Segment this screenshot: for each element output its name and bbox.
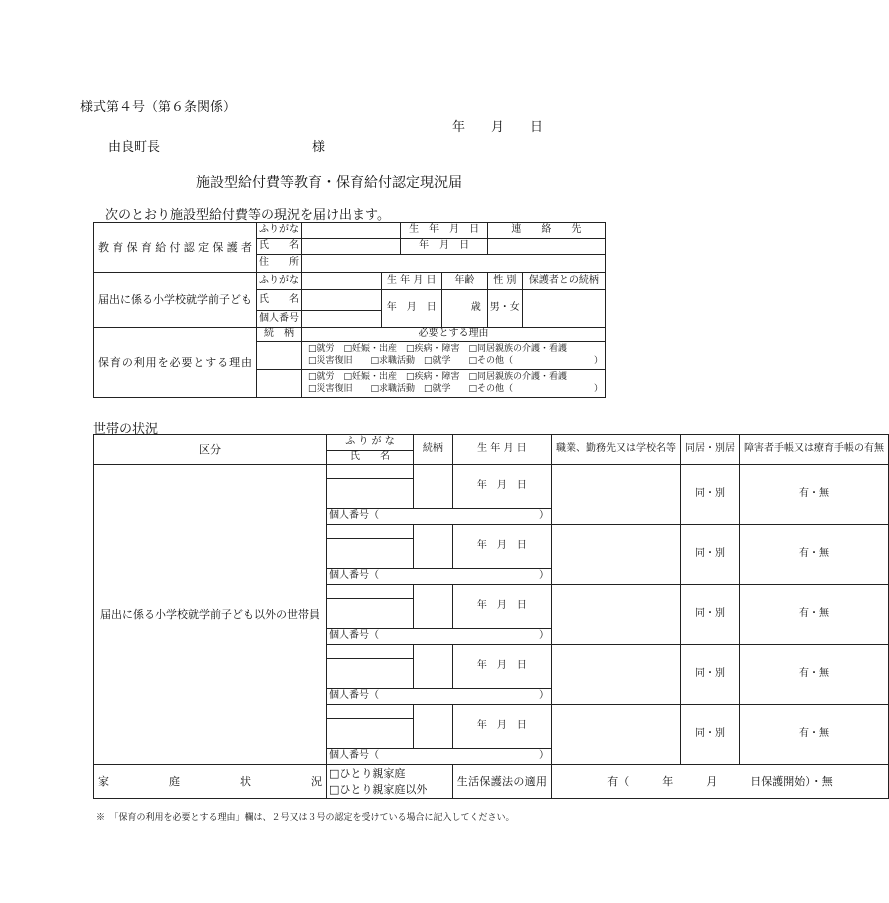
welfare-value[interactable]: 有（ 年 月 日保護開始）・無: [552, 765, 889, 799]
member-2-furigana[interactable]: [327, 525, 414, 539]
guardian-dob-value[interactable]: 年 月 日: [401, 239, 487, 255]
child-age-value[interactable]: 歳: [442, 290, 488, 328]
member-4-mynumber[interactable]: 個人番号（ ）: [327, 689, 552, 705]
member-3-furigana[interactable]: [327, 585, 414, 599]
member-4-relation[interactable]: [413, 645, 452, 689]
member-4-furigana[interactable]: [327, 645, 414, 659]
child-mynumber-input[interactable]: [302, 311, 382, 328]
child-name-input[interactable]: [302, 290, 382, 311]
addressee: 由良町長: [108, 140, 161, 155]
reason-header: 必要とする理由: [302, 328, 606, 342]
guardian-furigana-label: ふりがな: [257, 223, 302, 239]
member-5-mynumber[interactable]: 個人番号（ ）: [327, 749, 552, 765]
member-4-cohabit[interactable]: 同・別: [681, 645, 740, 705]
member-5-occupation[interactable]: [552, 705, 681, 765]
member-4-dob[interactable]: 年 月 日: [452, 645, 551, 689]
child-furigana-input[interactable]: [302, 273, 382, 290]
member-1-furigana[interactable]: [327, 465, 414, 479]
child-sex-label: 性 別: [487, 273, 522, 290]
col-furigana: ふ り が な: [327, 435, 414, 451]
member-3-cohabit[interactable]: 同・別: [681, 585, 740, 645]
household-heading: 世帯の状況: [93, 422, 159, 437]
member-5-relation[interactable]: [413, 705, 452, 749]
welfare-label: 生活保護法の適用: [452, 765, 551, 799]
household-table: [93, 434, 889, 799]
member-2-relation[interactable]: [413, 525, 452, 569]
member-2-dob[interactable]: 年 月 日: [452, 525, 551, 569]
reason-options-1[interactable]: □就労 □妊娠・出産 □疾病・障害 □同居親族の介護・看護 □災害復旧 □求職活動 □就学 □その他（ ）: [302, 342, 606, 370]
member-3-handbook[interactable]: 有・無: [740, 585, 889, 645]
member-5-handbook[interactable]: 有・無: [740, 705, 889, 765]
form-number: 様式第４号（第６条関係）: [80, 100, 237, 115]
footnote: ※ 「保育の利用を必要とする理由」欄は、２号又は３号の認定を受けている場合に記入してください。: [96, 813, 515, 823]
member-2-cohabit[interactable]: 同・別: [681, 525, 740, 585]
applicant-table: [93, 222, 606, 398]
member-3-relation[interactable]: [413, 585, 452, 629]
col-relation: 続柄: [413, 435, 452, 465]
member-5-name[interactable]: [327, 719, 414, 749]
member-2-mynumber[interactable]: 個人番号（ ）: [327, 569, 552, 585]
member-5-dob[interactable]: 年 月 日: [452, 705, 551, 749]
col-dob: 生 年 月 日: [452, 435, 551, 465]
child-sex-value[interactable]: 男・女: [487, 290, 522, 328]
guardian-contact-label: 連 絡 先: [487, 223, 605, 239]
member-1-mynumber[interactable]: 個人番号（ ）: [327, 509, 552, 525]
guardian-name-label: 氏 名: [257, 239, 302, 255]
member-1-relation[interactable]: [413, 465, 452, 509]
member-2-name[interactable]: [327, 539, 414, 569]
col-name: 氏 名: [327, 451, 414, 465]
member-5-cohabit[interactable]: 同・別: [681, 705, 740, 765]
child-age-label: 年齢: [442, 273, 488, 290]
guardian-name-input[interactable]: [302, 239, 401, 255]
member-4-occupation[interactable]: [552, 645, 681, 705]
member-3-name[interactable]: [327, 599, 414, 629]
reason-options-2[interactable]: □就労 □妊娠・出産 □疾病・障害 □同居親族の介護・看護 □災害復旧 □求職活動 □就学 □その他（ ）: [302, 370, 606, 398]
member-3-occupation[interactable]: [552, 585, 681, 645]
member-3-dob[interactable]: 年 月 日: [452, 585, 551, 629]
family-options[interactable]: □ひとり親家庭 □ひとり親家庭以外: [327, 765, 453, 799]
member-1-cohabit[interactable]: 同・別: [681, 465, 740, 525]
reason-relation-input-1[interactable]: [257, 342, 302, 370]
guardian-furigana-input[interactable]: [302, 223, 401, 239]
col-cohabit: 同居・別居: [681, 435, 740, 465]
intro-text: 次のとおり施設型給付費等の現況を届け出ます。: [105, 208, 390, 223]
col-handbook: 障害者手帳又は療育手帳の有無: [740, 435, 889, 465]
date-field: 年 月 日: [452, 120, 544, 135]
child-dob-label: 生 年 月 日: [382, 273, 442, 290]
member-1-occupation[interactable]: [552, 465, 681, 525]
member-1-dob[interactable]: 年 月 日: [452, 465, 551, 509]
household-side-label: 届出に係る小学校就学前子ども以外の世帯員: [94, 465, 327, 765]
guardian-dob-label: 生 年 月 日: [401, 223, 487, 239]
family-label: 家庭状況: [94, 765, 327, 799]
member-5-furigana[interactable]: [327, 705, 414, 719]
reason-section-label: 保育の利用を必要とする理由: [94, 328, 257, 398]
member-2-occupation[interactable]: [552, 525, 681, 585]
member-4-name[interactable]: [327, 659, 414, 689]
guardian-contact-input[interactable]: [487, 239, 605, 255]
honorific: 様: [312, 140, 326, 155]
member-4-handbook[interactable]: 有・無: [740, 645, 889, 705]
child-furigana-label: ふりがな: [257, 273, 302, 290]
child-section-label: 届出に係る小学校就学前子ども: [94, 273, 257, 328]
member-1-name[interactable]: [327, 479, 414, 509]
guardian-section-label: 教育保育給付認定保護者: [94, 223, 257, 273]
child-relation-label: 保護者との続柄: [522, 273, 605, 290]
guardian-address-input[interactable]: [302, 255, 606, 273]
reason-relation-label: 続 柄: [257, 328, 302, 342]
member-1-handbook[interactable]: 有・無: [740, 465, 889, 525]
reason-relation-input-2[interactable]: [257, 370, 302, 398]
child-relation-input[interactable]: [522, 290, 605, 328]
col-category: 区分: [94, 435, 327, 465]
member-2-handbook[interactable]: 有・無: [740, 525, 889, 585]
child-name-label: 氏 名: [257, 290, 302, 311]
child-dob-value[interactable]: 年 月 日: [382, 290, 442, 328]
guardian-address-label: 住 所: [257, 255, 302, 273]
col-occupation: 職業、勤務先又は学校名等: [552, 435, 681, 465]
member-3-mynumber[interactable]: 個人番号（ ）: [327, 629, 552, 645]
child-mynumber-label: 個人番号: [257, 311, 302, 328]
form-title: 施設型給付費等教育・保育給付認定現況届: [196, 175, 462, 191]
